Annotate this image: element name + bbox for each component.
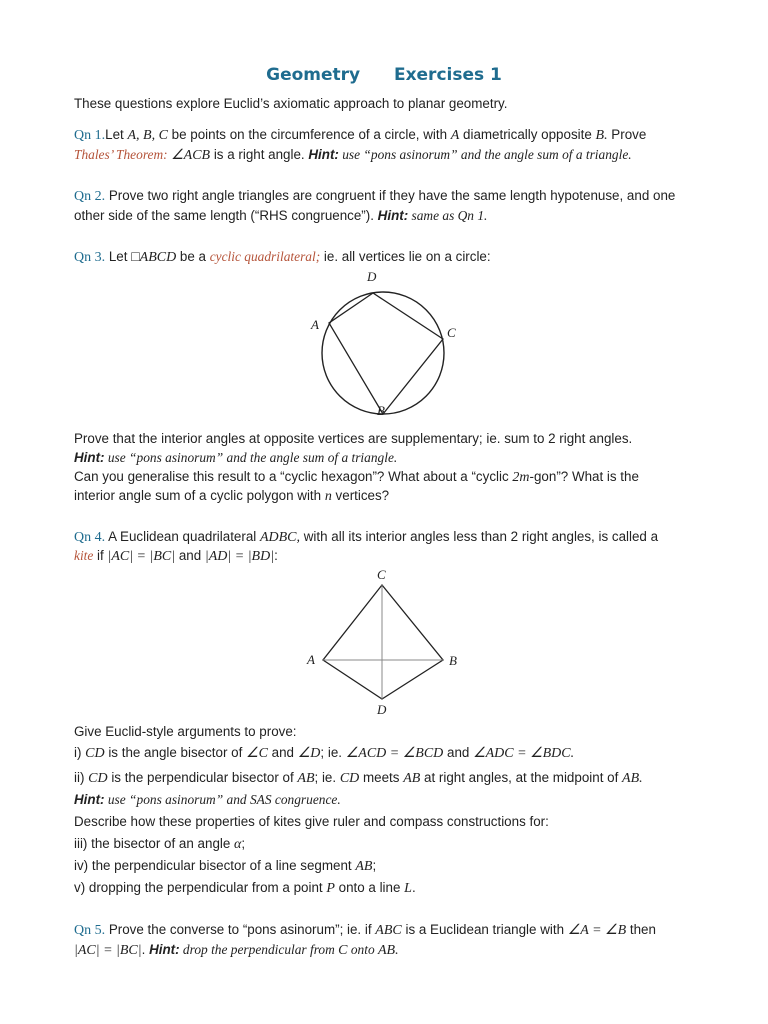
vertex-label-a: A — [311, 317, 319, 332]
q4-text: and — [267, 745, 298, 760]
q2-text: other side of the same length (“RHS congruence”). — [74, 208, 378, 223]
q4-line1 — [74, 528, 658, 547]
q1-hint-text: use “pons asinorum” and the angle sum of a triangle. — [338, 147, 632, 162]
q4-text: and — [175, 548, 205, 563]
q3-math: n — [324, 489, 332, 504]
q3-label: Qn 3. — [74, 250, 106, 265]
vertex-label-a: A — [307, 652, 315, 667]
q4-math: AB — [403, 771, 421, 786]
q5-hint-text: onto — [347, 942, 378, 957]
q3-hint-label: Hint: — [74, 450, 105, 465]
q4-text: is the perpendicular bisector of — [107, 770, 298, 785]
q2-hint-label: Hint: — [377, 208, 409, 223]
q4-item-iii — [74, 835, 245, 854]
q4-text: A Euclidean quadrilateral — [105, 529, 260, 544]
q3-hint — [74, 449, 397, 467]
q5-math: ∠A = ∠B — [567, 923, 627, 938]
q4-math: CD — [88, 771, 108, 786]
q1-math: B. — [595, 128, 608, 143]
title-geometry: Geometry — [266, 65, 361, 85]
q4-math: P — [326, 881, 335, 896]
q4-hint-label: Hint: — [74, 792, 105, 807]
q5-hint-text: drop the perpendicular from — [179, 942, 339, 957]
q3-hint-text: use “pons asinorum” and the angle sum of a triangle. — [104, 450, 398, 465]
q4-math: CD — [85, 746, 105, 761]
q4-math: L — [404, 881, 412, 896]
q5-math: |AC| = |BC| — [74, 943, 142, 958]
title-exercises: Exercises 1 — [393, 65, 502, 85]
vertex-label-c: C — [447, 325, 456, 340]
q4-math: ADBC, — [259, 530, 301, 545]
q4-text: . — [411, 880, 416, 895]
vertex-label-c: C — [377, 567, 386, 582]
q5-hint-label: Hint: — [149, 942, 180, 957]
q2-line1 — [74, 187, 675, 206]
q4-math: ∠ACD = ∠BCD — [345, 746, 444, 761]
q4-text: ; — [241, 836, 246, 851]
q1-text: be points on the circumference of a circle, with — [167, 127, 451, 142]
q3-math: 2m — [512, 470, 530, 485]
q4-math: ∠C — [246, 746, 268, 761]
q5-text: then — [626, 922, 656, 937]
q3-text: Can you generalise this result to a “cyclic hexagon”? What about a “cyclic — [74, 469, 513, 484]
q4-describe: Describe how these properties of kites give ruler and compass constructions for: — [74, 814, 549, 829]
q1-line2 — [74, 146, 632, 165]
q3-text: vertices? — [331, 488, 390, 503]
q2-label: Qn 2. — [74, 189, 106, 204]
q5-math: C — [338, 943, 348, 958]
q5-label: Qn 5. — [74, 923, 106, 938]
q1-text: is a right angle. — [210, 147, 309, 162]
q2-line2 — [74, 207, 487, 225]
q4-text: : — [274, 548, 278, 563]
intro-text: These questions explore Euclid’s axiomatic approach to planar geometry. — [74, 96, 508, 111]
circumcircle — [322, 292, 444, 414]
q4-text: i) — [74, 745, 86, 760]
q4-text: if — [93, 548, 108, 563]
q1-label: Qn 1. — [74, 128, 106, 143]
q1-text: Let — [105, 127, 128, 142]
q2-text: Prove two right angle triangles are congruent if they have the same length hypotenuse, and one — [105, 188, 676, 203]
q5-math: ABC — [375, 923, 402, 938]
vertex-label-b: B — [377, 403, 385, 418]
q5-text: is a Euclidean triangle with — [401, 922, 568, 937]
q4-math: ∠D — [297, 746, 321, 761]
q1-math: ∠ACB — [167, 148, 211, 163]
q3-text: Let — [105, 249, 132, 264]
q4-text: iii) the bisector of an angle — [74, 836, 235, 851]
q4-text: is the angle bisector of — [104, 745, 247, 760]
kite-adbc — [323, 585, 443, 699]
q4-text: ; ie. — [320, 745, 346, 760]
q5-line2 — [74, 941, 399, 960]
q3-text: interior angle sum of a cyclic polygon with — [74, 488, 325, 503]
q4-math: AB — [297, 771, 315, 786]
q3-text: -gon”? What is the — [529, 469, 639, 484]
q4-math: ∠ADC = ∠BDC. — [473, 746, 575, 761]
q4-text: and — [443, 745, 474, 760]
q4-item-ii — [74, 769, 643, 788]
q4-math: |AD| = |BD| — [204, 549, 275, 564]
thales-theorem-term: Thales’ Theorem: — [74, 147, 168, 162]
q4-text: ; — [372, 858, 377, 873]
q4-line2 — [74, 547, 278, 566]
kite-term: kite — [74, 548, 94, 563]
q4-label: Qn 4. — [74, 530, 106, 545]
q4-item-i — [74, 744, 574, 763]
q5-line1 — [74, 921, 656, 940]
q3-prove: Prove that the interior angles at opposite vertices are supplementary; ie. sum to 2 right angles. — [74, 431, 633, 446]
q1-text: Prove — [607, 127, 647, 142]
q4-math: α — [234, 837, 242, 852]
q5-text: Prove the converse to “pons asinorum”; ie. if — [105, 922, 376, 937]
q4-text: onto a line — [334, 880, 405, 895]
q4-text: iv) the perpendicular bisector of a line segment — [74, 858, 356, 873]
q4-math: CD — [339, 771, 360, 786]
q4-item-iv — [74, 857, 376, 876]
q1-math: A — [450, 128, 460, 143]
page-title — [0, 65, 768, 85]
q4-text: with all its interior angles less than 2 right angles, is called a — [300, 529, 659, 544]
q4-text: meets — [359, 770, 404, 785]
q2-hint-text: same as Qn 1. — [408, 208, 488, 223]
q3-text: ie. all vertices lie on a circle: — [320, 249, 491, 264]
cyclic-quadrilateral-term: cyclic quadrilateral; — [209, 249, 321, 264]
q1-math: A, B, C — [127, 128, 168, 143]
q5-math: AB. — [378, 943, 399, 958]
q1-hint-label: Hint: — [308, 147, 339, 162]
q4-text: at right angles, at the midpoint of — [420, 770, 623, 785]
q4-text: ii) — [74, 770, 89, 785]
q4-math: |AC| = |BC| — [107, 549, 176, 564]
q3-generalise — [74, 468, 639, 487]
vertex-label-b: B — [449, 653, 457, 668]
q4-math: AB. — [622, 771, 643, 786]
q4-hint — [74, 791, 341, 809]
cyclic-quadrilateral-figure — [300, 265, 470, 425]
q3-polygon — [74, 487, 389, 506]
vertex-label-d: D — [377, 702, 387, 717]
q4-hint-text: use “pons asinorum” and SAS congruence. — [104, 792, 341, 807]
q5-text: . — [141, 942, 150, 957]
q3-math: □ABCD — [131, 250, 177, 265]
kite-figure — [300, 563, 470, 723]
q4-text: v) dropping the perpendicular from a point — [74, 880, 327, 895]
q4-text: ; ie. — [314, 770, 340, 785]
q1-text: diametrically opposite — [459, 127, 596, 142]
q4-math: AB — [355, 859, 373, 874]
q1-line1 — [74, 126, 646, 145]
q3-text: be a — [176, 249, 210, 264]
vertex-label-d: D — [367, 269, 377, 284]
q4-item-v — [74, 879, 416, 898]
q4-give: Give Euclid-style arguments to prove: — [74, 724, 297, 739]
